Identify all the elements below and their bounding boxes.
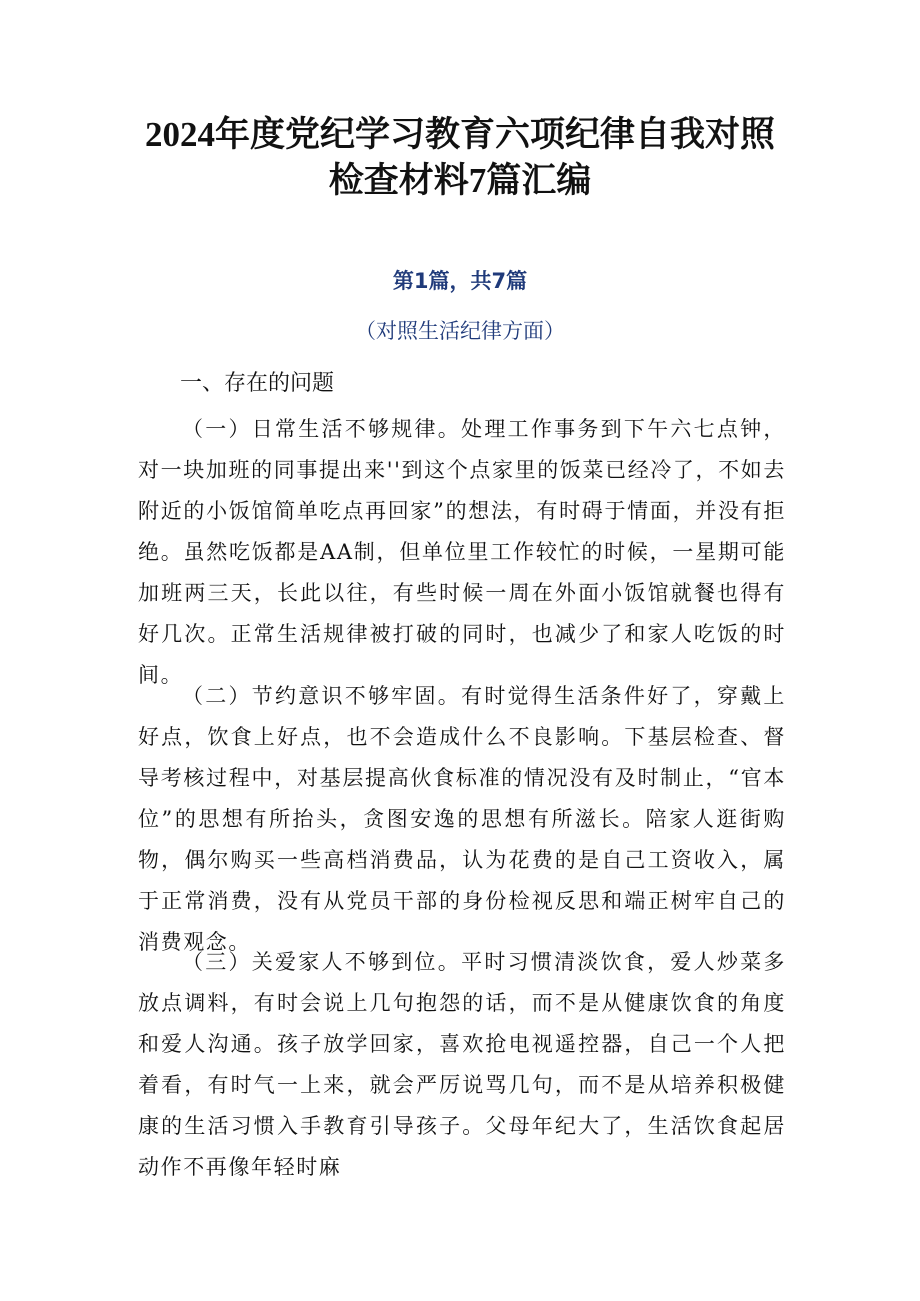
paragraph-3: （三）关爱家人不够到位。平时习惯清淡饮食，爱人炒菜多放点调料，有时会说上几句抱怨的话，而不是从健康饮食的角度和爱人沟通。孩子放学回家，喜欢抢电视遥控器，自己一个人把着看，有时气一上来，就会严厉说骂几句，而不是从培养积极健康的生活习惯入手教育引导孩子。父母年纪大了，生活饮食起居动作不再像年轻时麻 <box>138 950 786 1179</box>
paragraph-1: （一）日常生活不够规律。处理工作事务到下午六七点钟，对一块加班的同事提出来''到这个点家里的饭菜已经冷了，不如去附近的小饭馆简单吃点再回家”的想法，有时碍于情面，并没有拒绝。虽然吃饭都是AA制，但单位里工作较忙的时候，一星期可能加班两三天，长此以往，有些时候一周在外面小饭馆就餐也得有好几次。正常生活规律被打破的同时，也减少了和家人吃饭的时间。 <box>138 417 786 687</box>
paragraph-2: （二）节约意识不够牢固。有时觉得生活条件好了，穿戴上好点，饮食上好点，也不会造成什么不良影响。下基层检查、督导考核过程中，对基层提高伙食标准的情况没有及时制止，“官本位”的思想有所抬头，贪图安逸的思想有所滋长。陪家人逛街购物，偶尔购买一些高档消费品，认为花费的是自己工资收入，属于正常消费，没有从党员干部的身份检视反思和端正树牢自己的消费观念。 <box>138 684 786 954</box>
document-title-line-1: 2024年度党纪学习教育六项纪律自我对照 <box>144 115 775 154</box>
part-subheading: （对照生活纪律方面） <box>355 319 565 343</box>
section-heading: 一、存在的问题 <box>180 371 335 396</box>
part-heading: 第1篇，共7篇 <box>392 269 528 293</box>
document-title-line-2: 检查材料7篇汇编 <box>328 161 592 200</box>
